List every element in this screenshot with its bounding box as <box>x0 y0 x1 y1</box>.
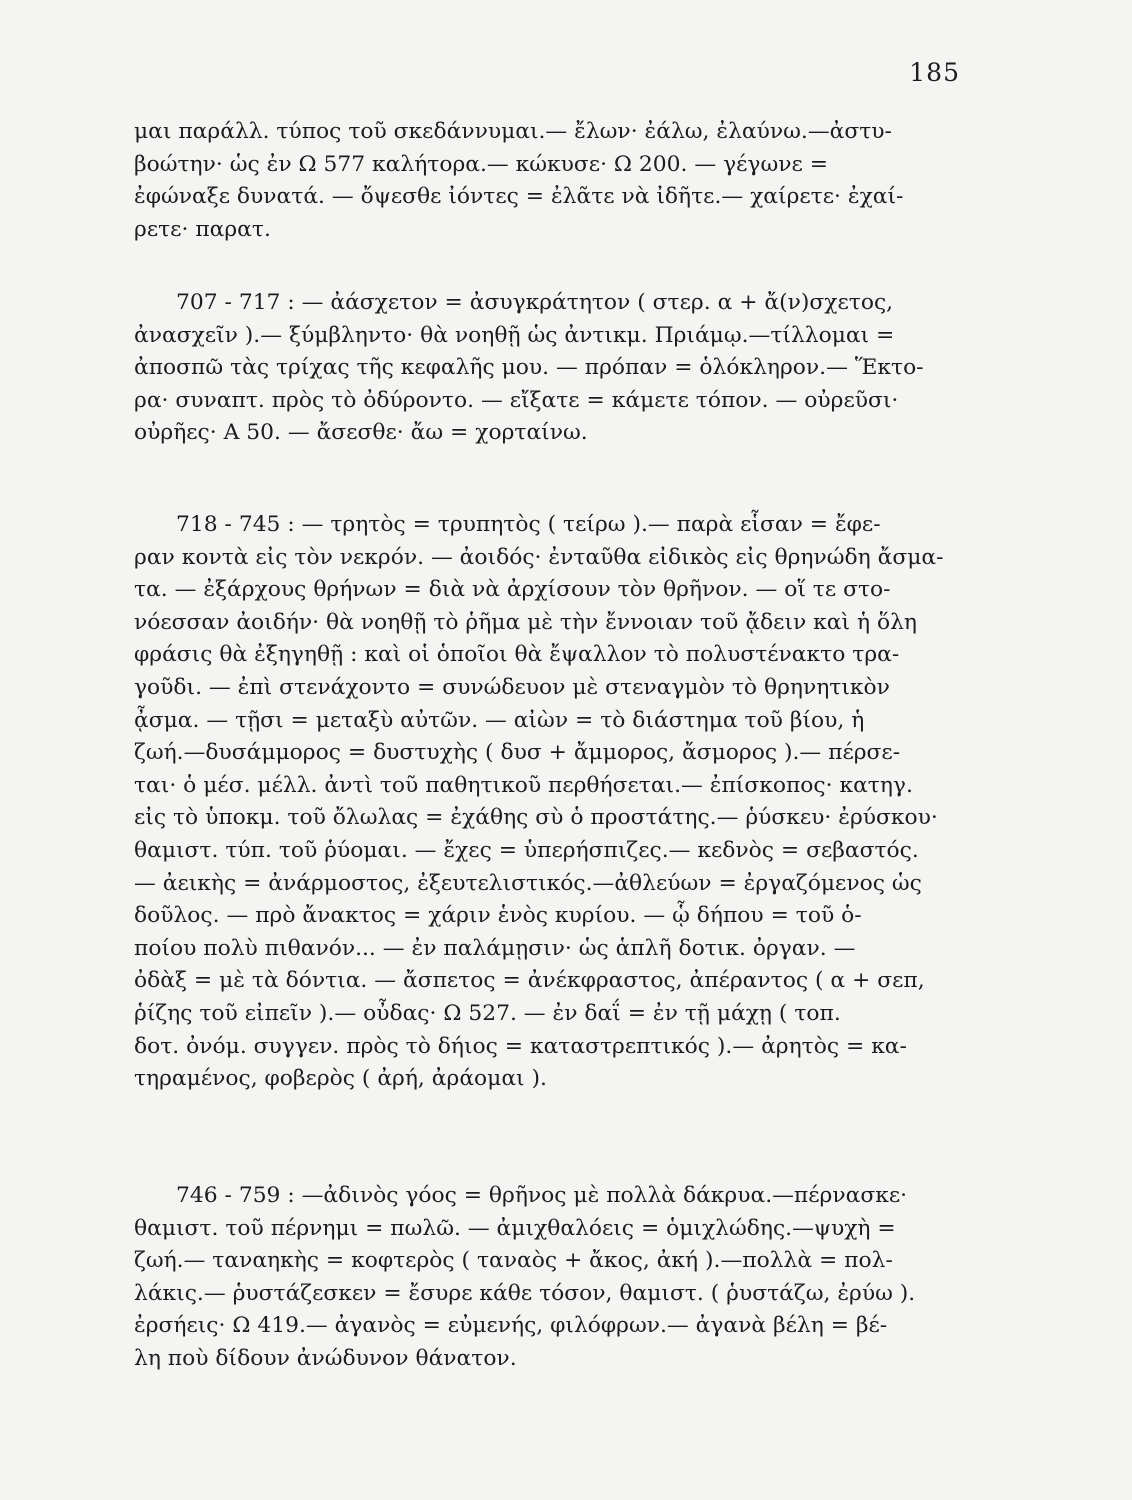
text-line: — ἀεικὴς = ἀνάρμοστος, ἐξευτελιστικός.—ἀθλεύων = ἐργαζόμενος ὡς <box>134 870 922 896</box>
text-line: ἐφώναξε δυνατά. — ὄψεσθε ἰόντες = ἐλᾶτε νὰ ἰδῆτε.— χαίρετε· ἐχαί- <box>134 184 904 210</box>
text-line: ποίου πολὺ πιθανόν... — ἐν παλάμῃσιν· ὡς ἁπλῆ δοτικ. ὀργαν. — <box>134 935 856 961</box>
text-line: οὐρῆες· Α 50. — ἄσεσθε· ἄω = χορταίνω. <box>134 420 588 446</box>
text-line: δοῦλος. — πρὸ ἄνακτος = χάριν ἑνὸς κυρίου. — ᾧ δήπου = τοῦ ὁ- <box>134 903 862 929</box>
page-number: 185 <box>909 58 960 87</box>
text-line: ρετε· παρατ. <box>134 216 271 242</box>
text-line: τηραμένος, φοβερὸς ( ἀρή, ἀράομαι ). <box>134 1066 547 1092</box>
text-line: ρα· συναπτ. πρὸς τὸ ὀδύροντο. — εἴξατε = κάμετε τόπον. — οὐρεῦσι· <box>134 387 899 413</box>
text-line: εἰς τὸ ὑποκμ. τοῦ ὄλωλας = ἐχάθης σὺ ὁ προστάτης.— ῥύσκευ· ἐρύσκου· <box>134 805 938 831</box>
text-line: ται· ὁ μέσ. μέλλ. ἀντὶ τοῦ παθητικοῦ περθήσεται.— ἐπίσκοπος· κατηγ. <box>134 772 913 798</box>
commentary-paragraph-707-717 <box>134 287 962 450</box>
text-line: ὀδὰξ = μὲ τὰ δόντια. — ἄσπετος = ἀνέκφραστος, ἀπέραντος ( α + σεπ, <box>134 968 925 994</box>
text-line: ῥίζης τοῦ εἰπεῖν ).— οὖδας· Ω 527. — ἐν δαΐ = ἐν τῇ μάχῃ ( τοπ. <box>134 1000 841 1026</box>
text-line: μαι παράλλ. τύπος τοῦ σκεδάννυμαι.— ἔλων· ἐάλω, ἐλαύνω.—ἀστυ- <box>134 119 892 144</box>
text-line: ἀνασχεῖν ).— ξύμβληντο· θὰ νοηθῇ ὡς ἀντικμ. Πριάμῳ.—τίλλομαι = <box>134 322 895 348</box>
text-line: δοτ. ὀνόμ. συγγεν. πρὸς τὸ δήιος = καταστρεπτικός ).— ἀρητὸς = κα- <box>134 1033 907 1059</box>
text-line: γοῦδι. — ἐπὶ στενάχοντο = συνώδευον μὲ στεναγμὸν τὸ θρηνητικὸν <box>134 674 890 700</box>
text-line: λάκις.— ῥυστάζεσκεν = ἔσυρε κάθε τόσον, θαμιστ. ( ῥυστάζω, ἐρύω ). <box>134 1280 916 1306</box>
text-line: ζωή.—δυσάμμορος = δυστυχὴς ( δυσ + ἄμμορος, ἄσμορος ).— πέρσε- <box>134 740 901 766</box>
text-line: βοώτην· ὡς ἐν Ω 577 καλήτορα.— κώκυσε· Ω 200. — γέγωνε = <box>134 151 828 177</box>
text-line: 746 - 759 : —ἀδινὸς γόος = θρῆνος μὲ πολλὰ δάκρυα.—πέρνασκε· <box>176 1183 908 1208</box>
text-line: ᾆσμα. — τῇσι = μεταξὺ αὐτῶν. — αἰὼν = τὸ διάστημα τοῦ βίου, ἡ <box>134 707 865 733</box>
text-line: ζωή.— ταναηκὴς = κοφτερὸς ( ταναὸς + ἄκος, ἀκή ).—πολλὰ = πολ- <box>134 1248 893 1274</box>
text-line: θαμιστ. τοῦ πέρνημι = πωλῶ. — ἀμιχθαλόεις = ὁμιχλώδης.—ψυχὴ = <box>134 1215 896 1241</box>
text-line: ραν κοντὰ εἰς τὸν νεκρόν. — ἀοιδός· ἐνταῦθα εἰδικὸς εἰς θρηνώδη ἄσμα- <box>134 544 944 570</box>
commentary-paragraph-1 <box>134 116 962 246</box>
text-line: φράσις θὰ ἐξηγηθῇ : καὶ οἱ ὁποῖοι θὰ ἔψαλλον τὸ πολυστένακτο τρα- <box>134 642 900 668</box>
text-line: τα. — ἐξάρχους θρήνων = διὰ νὰ ἀρχίσουν τὸν θρῆνον. — οἵ τε στο- <box>134 577 891 603</box>
text-line: 707 - 717 : — ἀάσχετον = ἀσυγκράτητον ( στερ. α + ἄ(ν)σχετος, <box>176 290 894 315</box>
text-line: θαμιστ. τύπ. τοῦ ῥύομαι. — ἔχες = ὑπερήσπιζες.— κεδνὸς = σεβαστός. <box>134 837 919 863</box>
text-line: νόεσσαν ἀοιδήν· θὰ νοηθῇ τὸ ῥῆμα μὲ τὴν ἔννοιαν τοῦ ᾄδειν καὶ ἡ ὅλη <box>134 609 917 635</box>
text-line: ἐρσήεις· Ω 419.— ἀγανὸς = εὐμενής, φιλόφρων.— ἀγανὰ βέλη = βέ- <box>134 1313 888 1339</box>
commentary-paragraph-718-745 <box>134 509 962 1096</box>
text-line: 718 - 745 : — τρητὸς = τρυπητὸς ( τείρω ).— παρὰ εἷσαν = ἔφε- <box>176 512 881 537</box>
commentary-paragraph-746-759 <box>134 1180 962 1376</box>
text-line: ἀποσπῶ τὰς τρίχας τῆς κεφαλῆς μου. — πρόπαν = ὁλόκληρον.— Ἕκτο- <box>134 355 924 381</box>
text-line: λη ποὺ δίδουν ἀνώδυνον θάνατον. <box>134 1345 517 1371</box>
